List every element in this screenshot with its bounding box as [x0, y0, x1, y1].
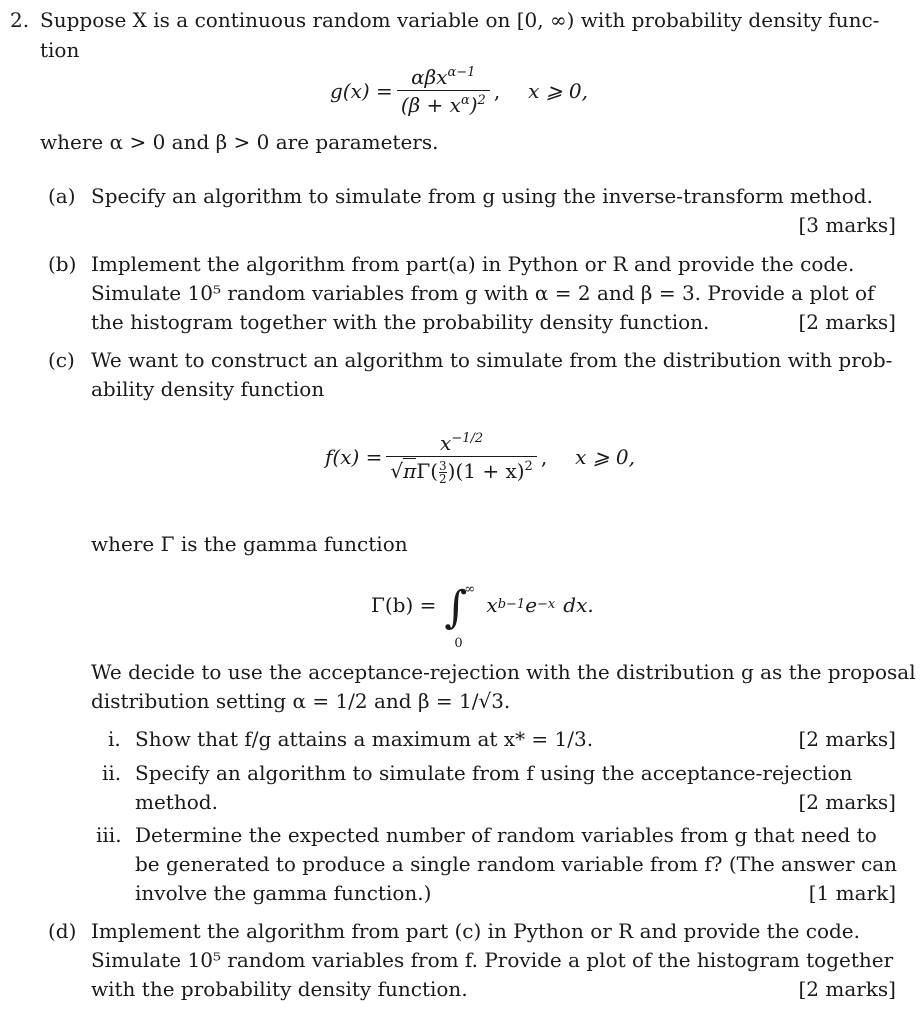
f-comma: , [540, 444, 548, 469]
problem-number: 2. [10, 8, 30, 32]
g-denominator-square: 2 [477, 92, 486, 108]
gamma-lower-limit: 0 [454, 635, 463, 651]
equation-f [325, 422, 635, 492]
part-a-text: Specify an algorithm to simulate from g using the inverse-transform method. [91, 184, 873, 208]
f-den-frac-num: 3 [439, 458, 447, 473]
sub-ii-label: ii. [102, 761, 122, 785]
part-b-line2: Simulate 10⁵ random variables from g with α = 2 and β = 3. Provide a plot of [91, 281, 875, 305]
g-condition: x ⩾ 0, [528, 78, 589, 103]
sub-i-label: i. [108, 727, 121, 751]
f-den-sqrt: √ [390, 458, 404, 483]
part-b-line1: Implement the algorithm from part(a) in Python or R and provide the code. [91, 252, 855, 276]
f-den-pi: π [403, 458, 417, 483]
problem-intro-line2: tion [40, 38, 80, 62]
f-den-square: 2 [524, 458, 533, 474]
g-lhs: g(x) = [330, 78, 393, 103]
part-d-line2: Simulate 10⁵ random variables from f. Provide a plot of the histogram together [91, 948, 894, 972]
f-numerator: x [440, 430, 452, 455]
part-d-line1: Implement the algorithm from part (c) in Python or R and provide the code. [91, 919, 860, 943]
gamma-integral [444, 581, 478, 651]
integral-sign-icon: ∫ [444, 581, 468, 633]
proposal-line2: distribution setting α = 1/2 and β = 1/√3. [91, 689, 511, 713]
proposal-line1: We decide to use the acceptance-rejection with the distribution g as the proposal [91, 660, 916, 684]
f-numerator-exp: −1/2 [451, 430, 484, 446]
f-den-frac-den: 2 [439, 471, 447, 486]
part-c-line1: We want to construct an algorithm to simulate from the distribution with prob- [91, 348, 893, 372]
part-b-marks: [2 marks] [798, 310, 896, 334]
f-lhs: f(x) = [325, 444, 383, 469]
g-denominator: (β + x [400, 92, 461, 117]
g-denominator-tail: ) [469, 92, 478, 117]
sub-iii-line1: Determine the expected number of random variables from g that need to [135, 823, 877, 847]
g-numerator: αβx [411, 64, 448, 89]
gamma-integrand: x [486, 592, 498, 617]
sub-iii-marks: [1 mark] [808, 881, 896, 905]
part-d-marks: [2 marks] [798, 977, 896, 1001]
sub-ii-line1: Specify an algorithm to simulate from f using the acceptance-rejection [135, 761, 853, 785]
part-c-line2: ability density function [91, 377, 325, 401]
g-comma: , [493, 78, 501, 103]
f-fraction [386, 430, 536, 485]
sub-ii-line2: method. [135, 790, 218, 814]
sub-iii-label: iii. [96, 823, 122, 847]
equation-g [330, 60, 588, 122]
g-numerator-exp: α−1 [447, 64, 476, 80]
f-condition: x ⩾ 0, [575, 444, 636, 469]
g-fraction [397, 64, 490, 119]
g-denominator-exp: α [460, 92, 470, 108]
where-parameters: where α > 0 and β > 0 are parameters. [40, 130, 439, 154]
f-den-three-halves [439, 460, 447, 485]
sub-i-text: Show that f/g attains a maximum at x* = 1/3. [135, 727, 594, 751]
part-b-line3: the histogram together with the probability density function. [91, 310, 710, 334]
gamma-lhs: Γ(b) = [371, 592, 437, 617]
part-a-marks: [3 marks] [798, 213, 896, 237]
sub-iii-line3: involve the gamma function.) [135, 881, 432, 905]
f-den-tail: )(1 + x) [447, 458, 525, 483]
where-gamma: where Γ is the gamma function [91, 532, 408, 556]
part-a-label: (a) [48, 184, 76, 208]
gamma-e: e [525, 592, 538, 617]
f-den-gamma: Γ( [416, 458, 438, 483]
part-b-label: (b) [48, 252, 77, 276]
part-d-line3: with the probability density function. [91, 977, 468, 1001]
part-c-label: (c) [48, 348, 75, 372]
problem-intro-line1: Suppose X is a continuous random variable on [0, ∞) with probability density func- [40, 8, 880, 32]
sub-ii-marks: [2 marks] [798, 790, 896, 814]
sub-iii-line2: be generated to produce a single random variable from f? (The answer can [135, 852, 898, 876]
gamma-upper-limit: ∞ [464, 581, 476, 597]
gamma-dx: dx. [563, 592, 594, 617]
equation-gamma: Γ(b) = ∫ ∞ 0 x b−1 e −x dx. [371, 572, 594, 638]
part-d-label: (d) [48, 919, 77, 943]
sub-i-marks: [2 marks] [798, 727, 896, 751]
